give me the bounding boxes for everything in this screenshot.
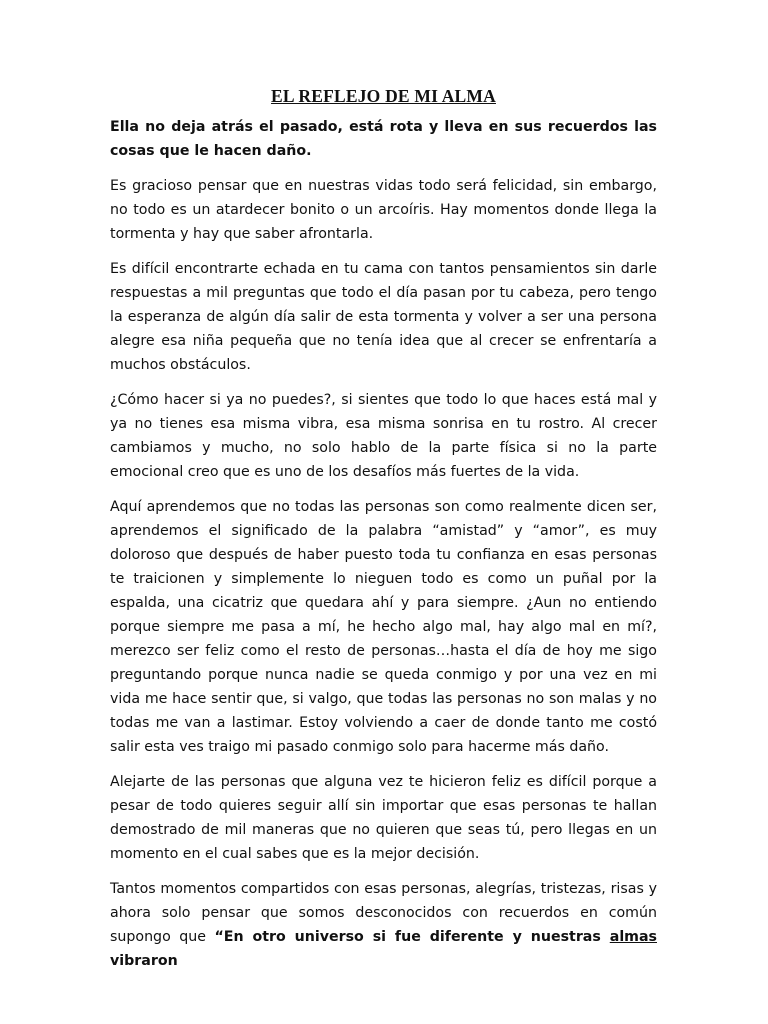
document-page — [110, 84, 657, 984]
paragraph-5: Alejarte de las personas que alguna vez te hicieron feliz es difícil porque a pesar de todo quieres seguir allí sin importar que esas personas te hallan demostrado de mil maneras que no quieren que seas tú, pero llegas en un momento en el cual sabes que es la mejor decisión. — [110, 774, 657, 862]
paragraph-2: Es difícil encontrarte echada en tu cama con tantos pensamientos sin darle respuestas a mil preguntas que todo el día pasan por tu cabeza, pero tengo la esperanza de algún día salir de esta tormenta y volver a ser una persona alegre esa niña pequeña que no tenía idea que al crecer se enfrentaría a muchos obstáculos. — [110, 261, 657, 373]
closing-quote-end: vibraron — [110, 953, 178, 969]
paragraph-4: Aquí aprendemos que no todas las personas son como realmente dicen ser, aprendemos el significado de la palabra “amistad” y “amor”, es muy doloroso que después de haber puesto toda tu confianza en esas personas te traicionen y simplemente lo nieguen todo es como un puñal por la espalda, una cicatriz que quedara ahí y para siempre. ¿Aun no entiendo porque siempre me pasa a mí, he hecho algo mal, hay algo mal en mí?, merezco ser feliz como el resto de personas…hasta el día de hoy me sigo preguntando porque nunca nadie se queda conmigo y por una vez en mi vida me hace sentir que, si valgo, que todas las personas no son malas y no todas me van a lastimar. Estoy volviendo a caer de donde tanto me costó salir esta ves traigo mi pasado conmigo solo para hacerme más daño. — [110, 499, 657, 755]
document-title: EL REFLEJO DE MI ALMA — [271, 86, 496, 106]
lead-paragraph: Ella no deja atrás el pasado, está rota y lleva en sus recuerdos las cosas que le hacen daño. — [110, 119, 657, 159]
paragraph-3: ¿Cómo hacer si ya no puedes?, si sientes que todo lo que haces está mal y ya no tienes esa misma vibra, esa misma sonrisa en tu rostro. Al crecer cambiamos y mucho, no solo hablo de la parte física si no la parte emocional creo que es uno de los desafíos más fuertes de la vida. — [110, 392, 657, 480]
closing-plain-text: Tantos momentos compartidos con esas personas, alegrías, tristezas, risas y ahora solo pensar que somos desconocidos con recuerdos en común supongo que — [110, 881, 657, 945]
closing-paragraph — [110, 877, 657, 973]
closing-quote-underlined-word: almas — [609, 929, 657, 945]
closing-quote-start: “En otro universo si fue diferente y nuestras — [214, 929, 610, 945]
paragraph-1: Es gracioso pensar que en nuestras vidas todo será felicidad, sin embargo, no todo es un atardecer bonito o un arcoíris. Hay momentos donde llega la tormenta y hay que saber afrontarla. — [110, 178, 657, 242]
